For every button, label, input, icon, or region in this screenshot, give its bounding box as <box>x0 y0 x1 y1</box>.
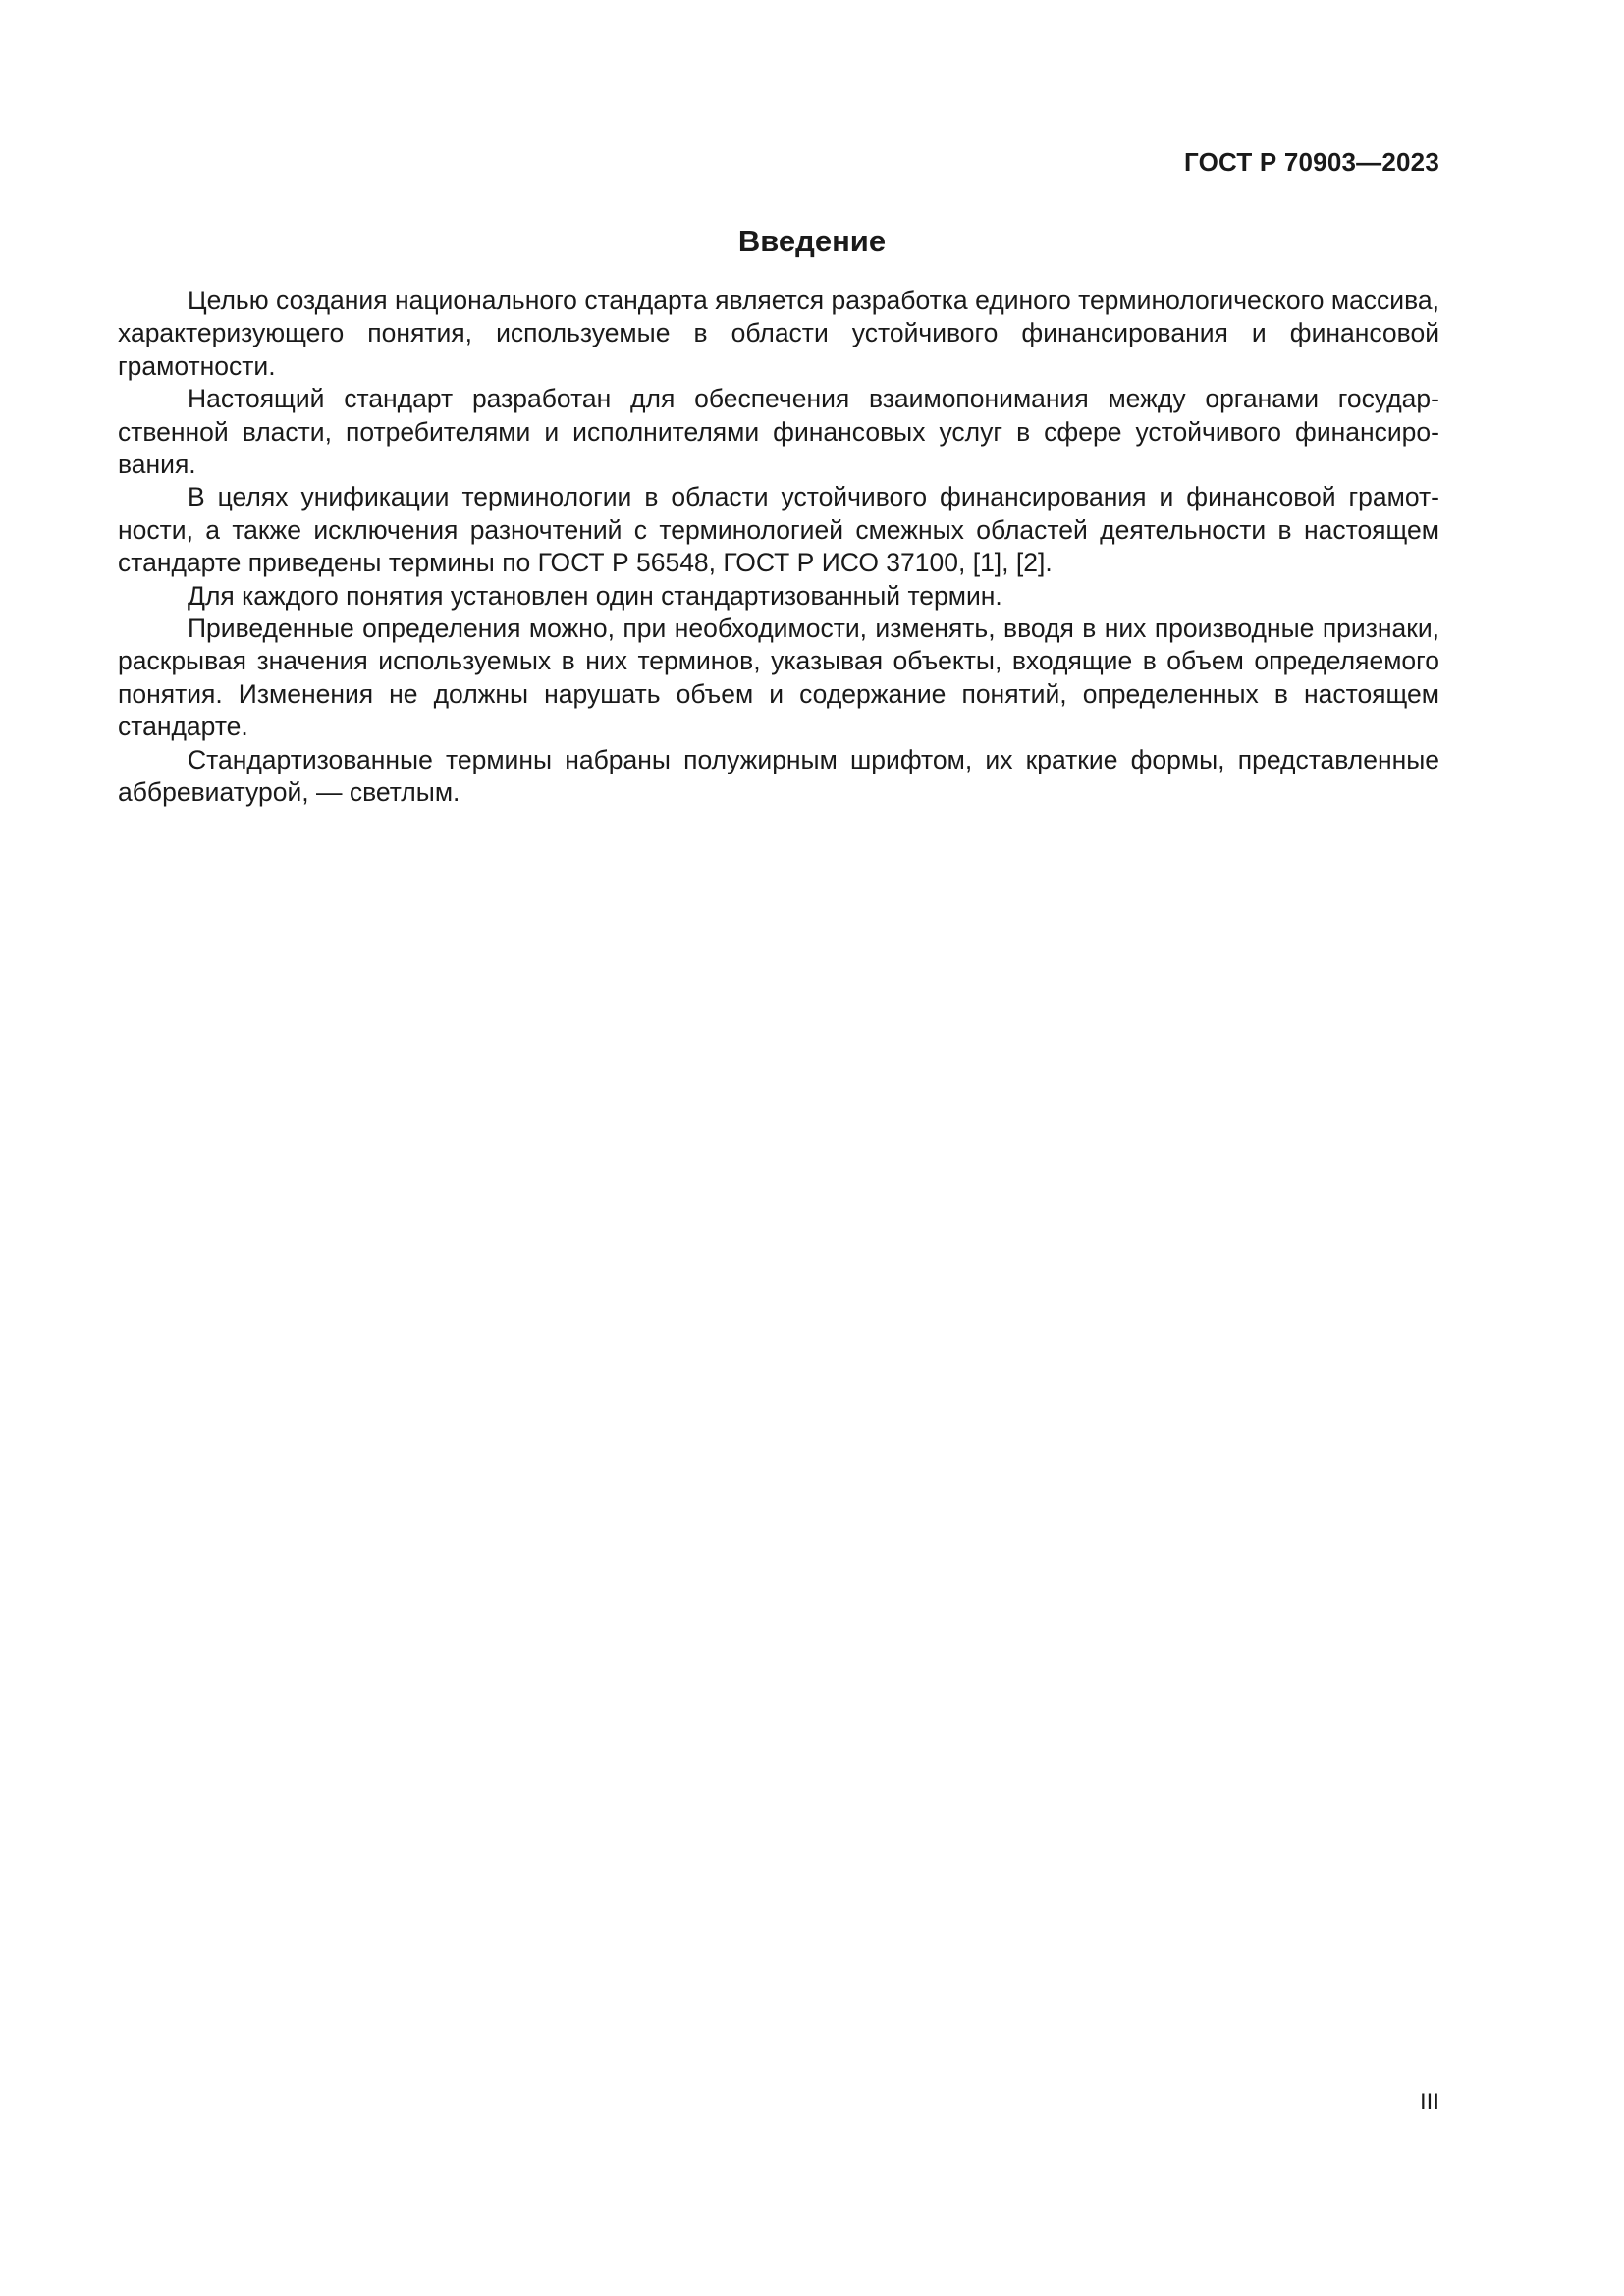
paragraph-4: Для каждого понятия установлен один стандартизованный термин. <box>188 580 1002 611</box>
section-title: Введение <box>737 224 887 258</box>
paragraph-2: Настоящий стандарт разработан для обеспечения взаимопонимания между органами государственной власти, потребителями и исполнителями финансовых услуг в сфере устойчивого финансирования. <box>118 384 1439 480</box>
paragraph-1: Целью создания национального стандарта является разработка единого терминологического массива, характеризующего понятия, используемые в области устойчивого финансирования и финансовой грамотности. <box>118 286 1439 381</box>
paragraph-5: Приведенные определения можно, при необходимости, изменять, вводя в них производные признаки, раскрывая значения используемых в них терминов, указывая объекты, входящие в объем определяемого понятия. Изменения не должны нарушать объем и содержание понятий, определенных в настоящем стандарте. <box>118 614 1439 742</box>
body-text <box>118 285 1439 810</box>
paragraph-6: Стандартизованные термины набраны полужирным шрифтом, их краткие формы, представленные аббревиатурой, — светлым. <box>118 744 1439 808</box>
page-number: III <box>1419 2089 1439 2115</box>
paragraph-3: В целях унификации терминологии в области устойчивого финансирования и финансовой грамотности, а также исключения разночтений с терминологией смежных областей деятельности в настоящем стандарте приведены термины по ГОСТ Р 56548, ГОСТ Р ИСО 37100, [1], [2]. <box>118 482 1439 578</box>
document-standard-id: ГОСТ Р 70903—2023 <box>1184 147 1439 177</box>
